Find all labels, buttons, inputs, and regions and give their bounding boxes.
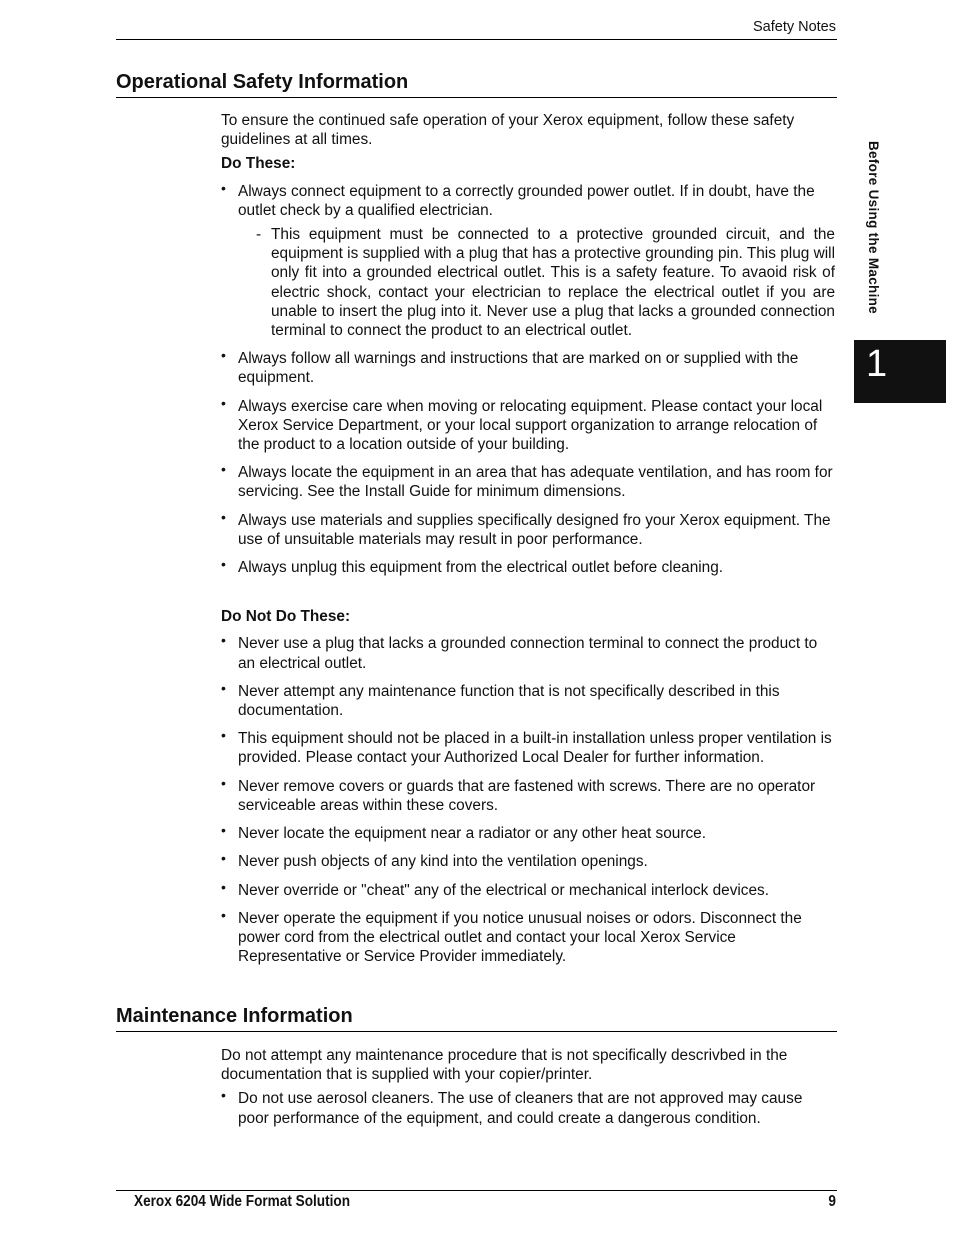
list-item: • Never remove covers or guards that are fastened with screws. There are no operator serviceable areas within these covers.: [221, 777, 835, 815]
intro-paragraph: To ensure the continued safe operation of your Xerox equipment, follow these safety guidelines at all times.: [221, 112, 795, 149]
page-number: 9: [828, 1193, 836, 1210]
list-item: • Never override or "cheat" any of the electrical or mechanical interlock devices.: [221, 881, 835, 900]
list-item: • Never push objects of any kind into the ventilation openings.: [221, 852, 835, 871]
list-item: • Always exercise care when moving or relocating equipment. Please contact your local Xerox Service Department, or your local support organization to arrange relocation of the product to a location outside of your building.: [221, 397, 835, 455]
header-label: Safety Notes: [752, 19, 836, 35]
footer-rule: [116, 1190, 837, 1191]
header-rule: [116, 39, 837, 40]
list-item: • Never use a plug that lacks a grounded connection terminal to connect the product to an electrical outlet.: [221, 634, 835, 672]
list-item: • Always follow all warnings and instructions that are marked on or supplied with the equipment.: [221, 349, 835, 387]
list-item: [221, 182, 835, 341]
list-item: • Always unplug this equipment from the electrical outlet before cleaning.: [221, 558, 835, 577]
list-item: • Never attempt any maintenance function that is not specifically described in this documentation.: [221, 682, 835, 720]
section-body-operational-safety: [221, 111, 835, 975]
list-item: • This equipment should not be placed in a built-in installation unless proper ventilation is provided. Please contact your Authorized Local Dealer for further information.: [221, 729, 835, 767]
chapter-side-label: Before Using the Machine: [866, 141, 881, 314]
maintenance-list: [221, 1089, 835, 1127]
footer-title: Xerox 6204 Wide Format Solution: [134, 1193, 351, 1210]
intro-paragraph: Do not attempt any maintenance procedure that is not specifically descrivbed in the documentation that is supplied with your copier/printer.: [221, 1047, 788, 1084]
do-these-list: [221, 182, 835, 578]
sub-list-item: - This equipment must be connected to a protective grounded circuit, and the equipment is supplied with a plug that has a protective grounding pin. This plug will only fit into a grounded electrical outlet. This is a safety feature. To avaoid risk of electric shock, contact your electrician to replace the electrical outlet if you are unable to insert the plug into it. Never use a plug that lacks a grounded connection terminal to connect the product to an electrical outlet.: [254, 225, 835, 340]
do-not-do-these-list: [221, 634, 835, 966]
list-item: • Do not use aerosol cleaners. The use of cleaners that are not approved may cause poor performance of the equipment, and could create a dangerous condition.: [221, 1089, 835, 1127]
do-not-do-these-heading: Do Not Do These:: [221, 608, 351, 626]
do-these-heading: Do These:: [221, 155, 296, 173]
list-item: • Always locate the equipment in an area that has adequate ventilation, and has room for servicing. See the Install Guide for minimum dimensions.: [221, 463, 835, 501]
section-title-operational-safety: Operational Safety Information: [116, 71, 837, 98]
chapter-number-tab: 1: [854, 340, 946, 403]
list-item-text: Always connect equipment to a correctly grounded power outlet. If in doubt, have the outlet check by a qualified electrician.: [238, 182, 815, 219]
section-body-maintenance: [221, 1046, 835, 1137]
list-item: • Never locate the equipment near a radiator or any other heat source.: [221, 824, 835, 843]
list-item: • Never operate the equipment if you notice unusual noises or odors. Disconnect the power cord from the electrical outlet and contact your local Xerox Service Representative or Service Provider immediately.: [221, 909, 835, 967]
section-title-maintenance: Maintenance Information: [116, 1005, 837, 1032]
list-item: • Always use materials and supplies specifically designed fro your Xerox equipment. The use of unsuitable materials may result in poor performance.: [221, 511, 835, 549]
